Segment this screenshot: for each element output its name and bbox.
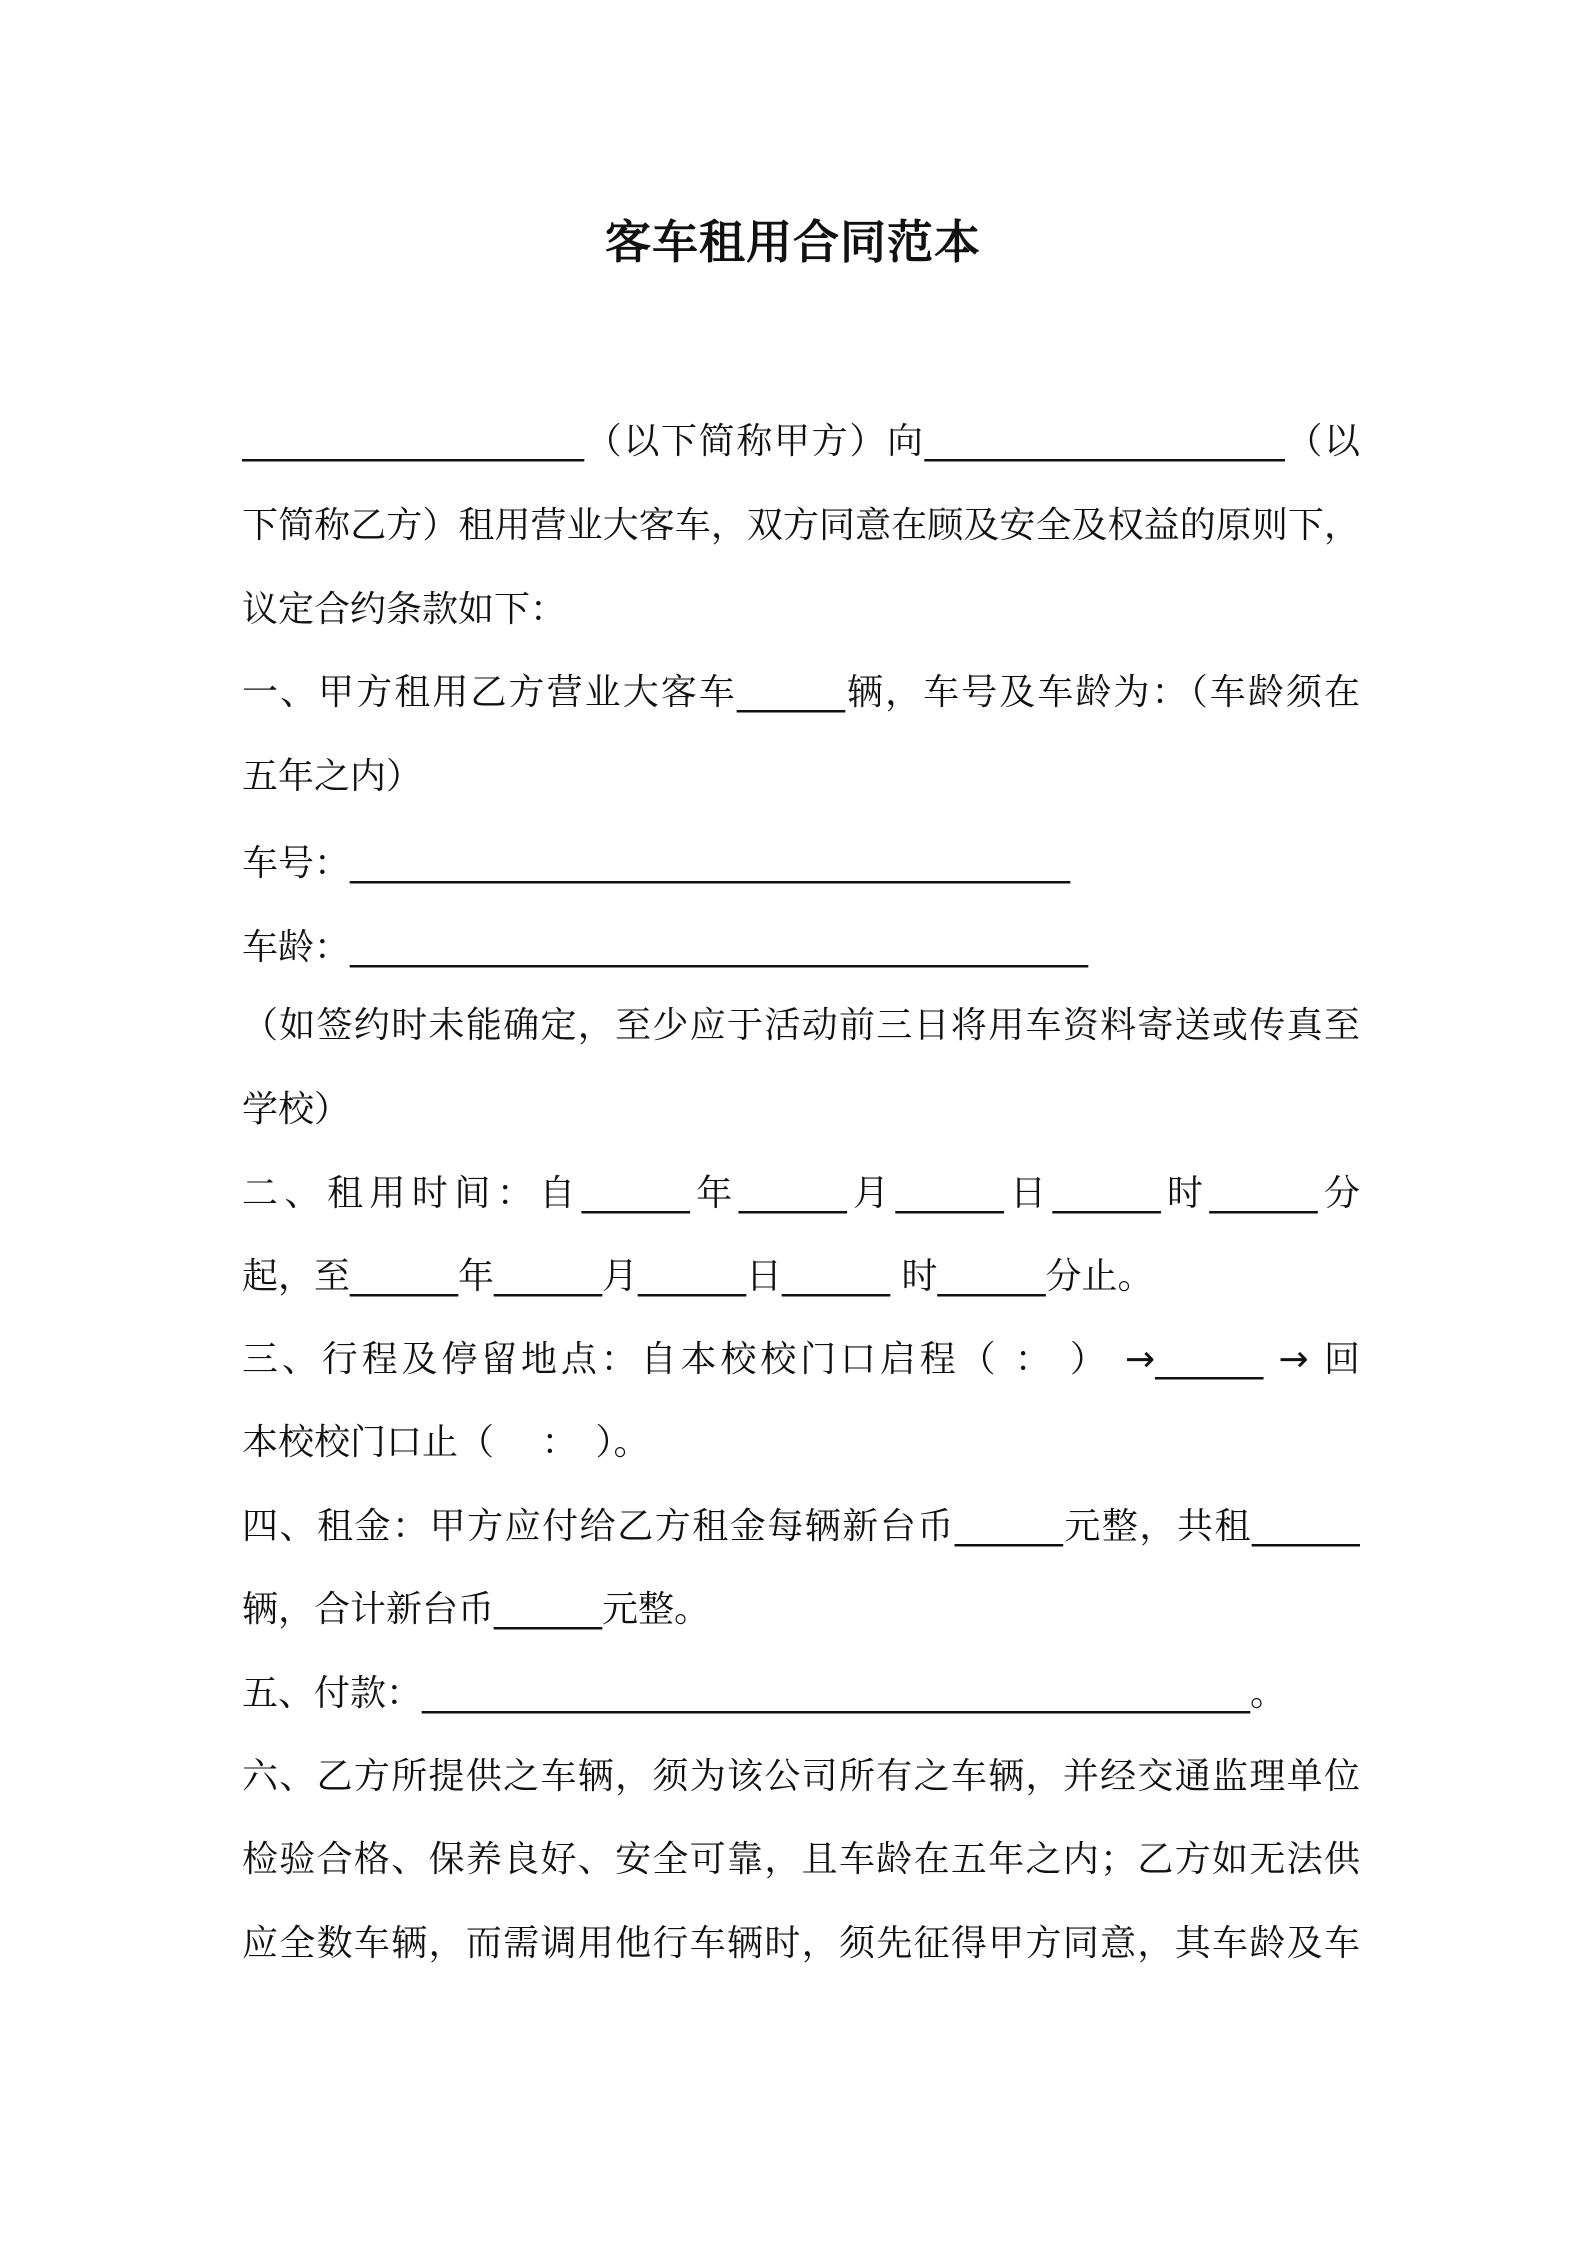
text-line: 二、租用时间：自______年______月______日______时______分 — [242, 1173, 1360, 1214]
text-line: ___________________（以下简称甲方）向____________________（以 — [242, 421, 1360, 462]
text-line: 辆，合计新台币______元整。 — [242, 1589, 711, 1630]
text-line: 起，至______年______月______日______ 时______分止。 — [242, 1256, 1154, 1297]
text-line: （如签约时未能确定，至少应于活动前三日将用车资料寄送或传真至 — [242, 1005, 1360, 1046]
text-line: 车龄：_________________________________________ — [242, 927, 1089, 968]
text-line: 下简称乙方）租用营业大客车，双方同意在顾及安全及权益的原则下， — [242, 505, 1360, 546]
text-line: 学校） — [242, 1089, 351, 1130]
text-line: 四、租金：甲方应付给乙方租金每辆新台币______元整，共租______ — [242, 1506, 1360, 1547]
document-title: 客车租用合同范本 — [605, 215, 981, 269]
text-line: 议定合约条款如下： — [242, 589, 567, 630]
text-line: 五、付款：______________________________________________。 — [242, 1673, 1287, 1714]
text-line: 应全数车辆，而需调用他行车辆时，须先征得甲方同意，其车龄及车 — [242, 1923, 1360, 1964]
text-line: 一、甲方租用乙方营业大客车______辆，车号及车龄为：（车龄须在 — [242, 672, 1360, 713]
text-line: 车号：________________________________________ — [242, 843, 1071, 884]
text-line: 三、行程及停留地点：自本校校门口启程（ ： ） →______ → 回 — [242, 1339, 1360, 1380]
text-line: 本校校门口止（ ： ）。 — [242, 1422, 650, 1463]
text-line: 五年之内） — [242, 756, 423, 797]
text-line: 检验合格、保养良好、安全可靠，且车龄在五年之内；乙方如无法供 — [242, 1839, 1360, 1880]
text-line: 六、乙方所提供之车辆，须为该公司所有之车辆，并经交通监理单位 — [242, 1756, 1360, 1797]
